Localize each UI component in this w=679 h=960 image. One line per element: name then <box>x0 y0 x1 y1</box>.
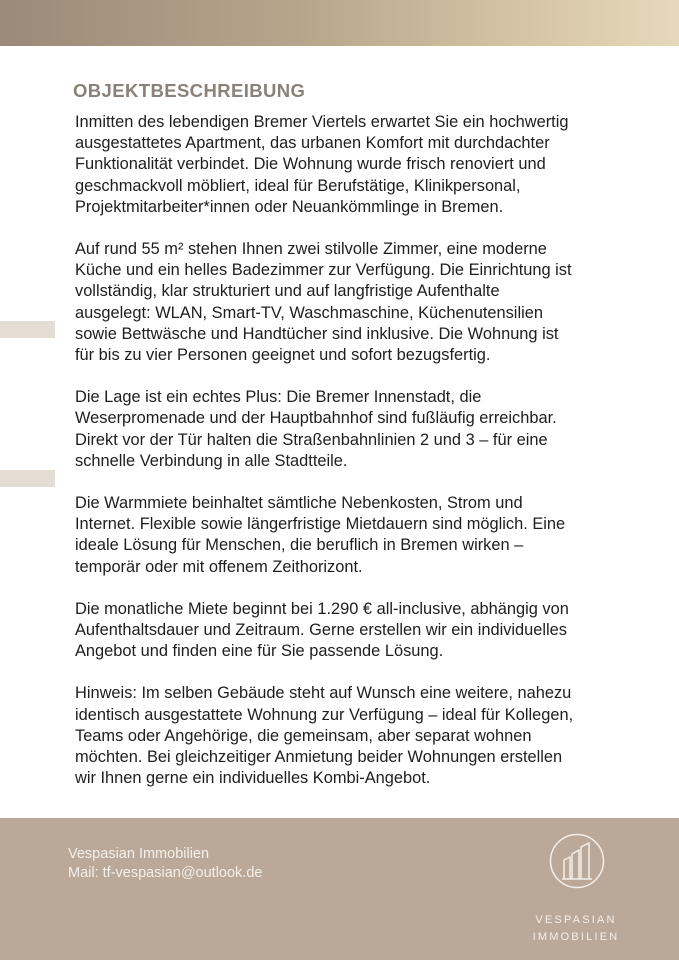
paragraph-price: Die monatliche Miete beginnt bei 1.290 € all-inclusive, abhängig von Aufenthaltsdauer und Zeitraum. Gerne erstellen wir ein individuelles Angebot und finden eine für Sie passende Lösung. <box>75 599 569 661</box>
side-accent-bar <box>0 321 55 338</box>
contact-email[interactable]: Mail: tf-vespasian@outlook.de <box>68 865 263 881</box>
paragraph-rooms: Auf rund 55 m² stehen Ihnen zwei stilvolle Zimmer, eine moderne Küche und ein helles Badezimmer zur Verfügung. Die Einrichtung ist vollständig, klar strukturiert und auf langfristige Aufenthalte ausgelegt: WLAN, Smart-TV, Waschmaschine, Küchenutensilien sowie Bettwäsche und Handtücher sind inklusive. Die Wohnung ist für bis zu vier Personen geeignet und sofort bezugsfertig. <box>75 240 572 365</box>
brand-line-1: VESPASIAN <box>535 914 617 926</box>
paragraph-location: Die Lage ist ein echtes Plus: Die Bremer Innenstadt, die Weserpromenade und der Hauptbahnhof sind fußläufig erreichbar. Direkt vor der Tür halten die Straßenbahnlinien 2 und 3 – für eine schnelle Verbindung in alle Stadtteile. <box>75 388 557 470</box>
paragraph-rent-included: Die Warmmiete beinhaltet sämtliche Nebenkosten, Strom und Internet. Flexible sowie längerfristige Mietdauern sind möglich. Eine ideale Lösung für Menschen, die beruflich in Bremen wirken – temporär oder mit offenem Zeithorizont. <box>75 494 566 576</box>
top-gradient-band <box>0 0 679 46</box>
brand-line-2: IMMOBILIEN <box>532 930 620 943</box>
company-name: Vespasian Immobilien <box>68 846 210 862</box>
paragraph-intro: Inmitten des lebendigen Bremer Viertels erwartet Sie ein hochwertig ausgestattetes Apartment, das urbanen Komfort mit durchdachter Funktionalität verbindet. Die Wohnung wurde frisch renoviert und geschmackvoll möbliert, ideal für Berufstätige, Klinikpersonal, Projektmitarbeiter*innen oder Neuankömmlinge in Bremen. <box>75 113 569 216</box>
footer <box>0 818 679 960</box>
paragraph-note: Hinweis: Im selben Gebäude steht auf Wunsch eine weitere, nahezu identisch ausgestattete Wohnung zur Verfügung – ideal für Kollegen, Teams oder Angehörige, die gemeinsam, aber separat wohnen möchten. Bei gleichzeitiger Anmietung beider Wohnungen erstellen wir Ihnen gerne ein individuelles Kombi-Angebot. <box>75 684 574 788</box>
contact-block <box>68 845 262 883</box>
description-section <box>75 80 635 810</box>
brand-wordmark <box>520 912 632 945</box>
building-logo-icon <box>549 833 605 889</box>
section-title: OBJEKTBESCHREIBUNG <box>73 80 306 101</box>
side-accent-bar <box>0 470 55 487</box>
